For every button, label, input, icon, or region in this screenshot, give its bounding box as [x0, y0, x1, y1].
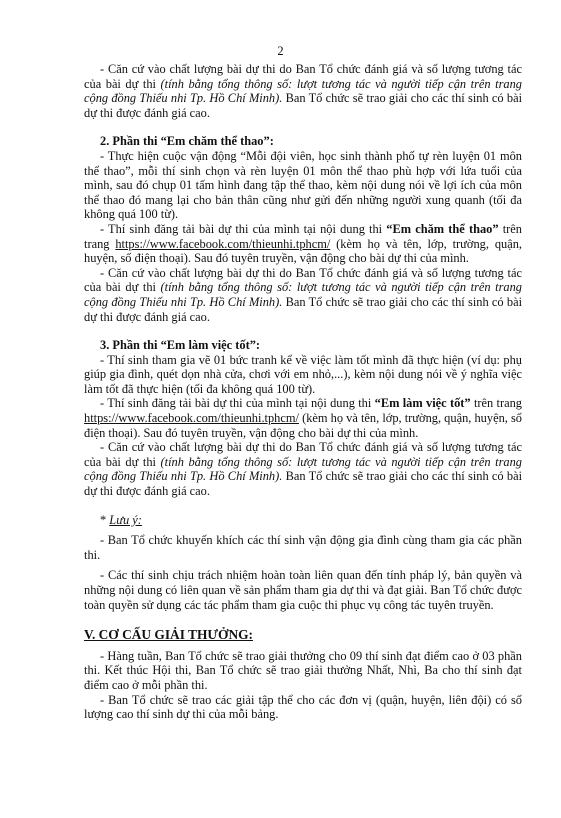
paragraph: - Căn cứ vào chất lượng bài dự thi do Ban Tổ chức đánh giá và số lượng tương tác của bài dự thi (tính bằng tổng thông số: lượt tương tác và người tiếp cận trên trang cộng đồng Thiếu nhi Tp. Hồ Chí Minh). Ban Tổ chức sẽ trao giải cho các thí sinh có bài dự thi được đánh giá cao. [84, 440, 523, 499]
note-label: * Lưu ý: [100, 512, 142, 527]
paragraph: - Thí sinh đăng tải bài dự thi của mình tại nội dung thi “Em chăm thể thao” trên trang https://www.facebook.com/thieunhi.tphcm/ (kèm họ và tên, lớp, trường, quận, huyện, số điện thoại). Sau đó tuyên truyền, vận động cho bài dự thi của mình. [84, 221, 522, 266]
paragraph: - Ban Tổ chức khuyến khích các thí sinh vận động gia đình cùng tham gia các phần thi. [84, 533, 522, 562]
paragraph: - Thí sinh tham gia vẽ 01 bức tranh kể về việc làm tốt mình đã thực hiện (ví dụ: phụ giúp gia đình, quét dọn nhà cửa, chơi với em nhỏ,...), kèm nội dung nói về ý nghĩa việc làm tốt đã thực hiện (tối đa không quá 100 từ). [84, 352, 522, 396]
paragraph: - Thực hiện cuộc vận động “Mỗi đội viên, học sinh thành phố tự rèn luyện 01 môn thể thao”, mỗi thí sinh chọn và rèn luyện 01 môn thể thao phù hợp với lứa tuổi của mình, sau đó chụp 01 tấm hình đang tập thể thao, kèm nội dung nói về lợi ích của môn thể thao đó mang lại cho bản thân cũng như gửi đến những người xung quanh (tối đa không quá 100 từ). [84, 148, 522, 222]
document-body [84, 62, 522, 722]
section-heading-2: 2. Phần thi “Em chăm thể thao”: [100, 134, 274, 149]
paragraph: - Ban Tổ chức sẽ trao các giải tập thể cho các đơn vị (quận, huyện, liên đội) có số lượng cao thí sinh dự thi của mỗi bảng. [84, 692, 522, 722]
paragraph: - Các thí sinh chịu trách nhiệm hoàn toàn liên quan đến tính pháp lý, bản quyền và những nội dung có liên quan về sản phẩm tham gia dự thi và đạt giải. Ban Tổ chức được toàn quyền sử dụng các tác phẩm tham gia cuộc thi phục vụ công tác tuyên truyền. [84, 568, 522, 612]
paragraph: - Căn cứ vào chất lượng bài dự thi do Ban Tổ chức đánh giá và số lượng tương tác của bài dự thi (tính bằng tổng thông số: lượt tương tác và người tiếp cận trên trang cộng đồng Thiếu nhi Tp. Hồ Chí Minh). Ban Tổ chức sẽ trao giải cho các thí sinh có bài dự thi được đánh giá cao. [84, 62, 523, 120]
paragraph: - Thí sinh đăng tải bài dự thi của mình tại nội dung thi “Em làm việc tốt” trên trang https://www.facebook.com/thieunhi.tphcm/ (kèm họ và tên, lớp, trường, quận, huyện, số điện thoại). Sau đó tuyên truyền, vận động cho bài dự thi của mình. [84, 396, 522, 440]
page-number: 2 [277, 44, 284, 58]
section-heading-v: V. CƠ CẤU GIẢI THƯỞNG: [84, 627, 254, 643]
paragraph: - Căn cứ vào chất lượng bài dự thi do Ban Tổ chức đánh giá và số lượng tương tác của bài dự thi (tính bằng tổng thông số: lượt tương tác và người tiếp cận trên trang cộng đồng Thiếu nhi Tp. Hồ Chí Minh). Ban Tổ chức sẽ trao giải cho các thí sinh có bài dự thi được đánh giá cao. [84, 265, 523, 324]
section-heading-3: 3. Phần thi “Em làm việc tốt”: [100, 338, 261, 353]
paragraph: - Hàng tuần, Ban Tổ chức sẽ trao giải thưởng cho 09 thí sinh đạt điểm cao ở 03 phần thi. Kết thúc Hội thi, Ban Tổ chức sẽ trao giải thưởng Nhất, Nhì, Ba cho thí sinh đạt điểm cao ở mỗi phần thi. [84, 648, 522, 692]
facebook-link[interactable]: https://www.facebook.com/thieunhi.tphcm/ [84, 411, 299, 426]
facebook-link[interactable]: https://www.facebook.com/thieunhi.tphcm/ [115, 236, 331, 251]
